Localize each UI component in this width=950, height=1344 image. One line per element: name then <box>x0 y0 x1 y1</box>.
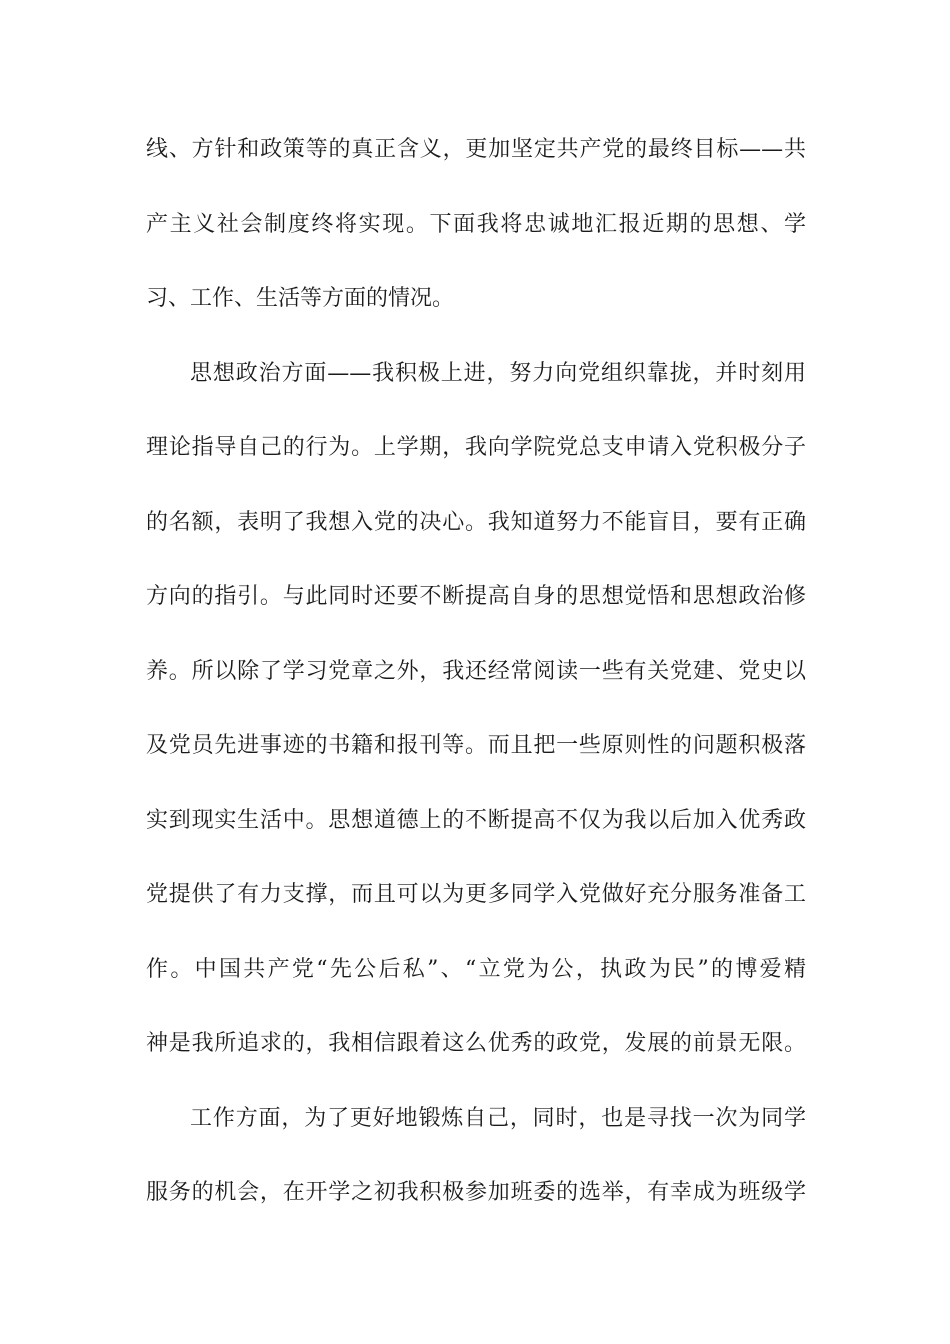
text-line: 习、工作、生活等方面的情况。 <box>146 286 455 311</box>
text-line: 的名额，表明了我想入党的决心。我知道努力不能盲目，要有正确 <box>146 509 806 535</box>
paragraph-first-line: 思想政治方面——我积极上进，努力向党组织靠拢，并时刻用 <box>190 360 806 386</box>
text-line: 实到现实生活中。思想道德上的不断提高不仅为我以后加入优秀政 <box>146 807 806 833</box>
text-line: 及党员先进事迹的书籍和报刊等。而且把一些原则性的问题积极落 <box>146 733 806 758</box>
text-line: 神是我所追求的，我相信跟着这么优秀的政党，发展的前景无限。 <box>146 1031 806 1056</box>
text-line: 线、方针和政策等的真正含义，更加坚定共产党的最终目标——共 <box>146 137 806 162</box>
paragraph-first-line: 工作方面，为了更好地锻炼自己，同时，也是寻找一次为同学 <box>190 1105 806 1131</box>
text-line: 方向的指引。与此同时还要不断提高自身的思想觉悟和思想政治修 <box>146 584 806 609</box>
text-line: 党提供了有力支撑，而且可以为更多同学入党做好充分服务准备工 <box>146 882 806 907</box>
text-line: 作。中国共产党“先公后私”、“立党为公，执政为民”的博爱精 <box>146 956 806 982</box>
text-line: 产主义社会制度终将实现。下面我将忠诚地汇报近期的思想、学 <box>146 211 806 237</box>
document-body <box>146 128 806 1246</box>
text-line: 理论指导自己的行为。上学期，我向学院党总支申请入党积极分子 <box>146 435 806 460</box>
text-line: 养。所以除了学习党章之外，我还经常阅读一些有关党建、党史以 <box>146 658 806 684</box>
text-line: 服务的机会，在开学之初我积极参加班委的选举，有幸成为班级学 <box>146 1180 806 1205</box>
